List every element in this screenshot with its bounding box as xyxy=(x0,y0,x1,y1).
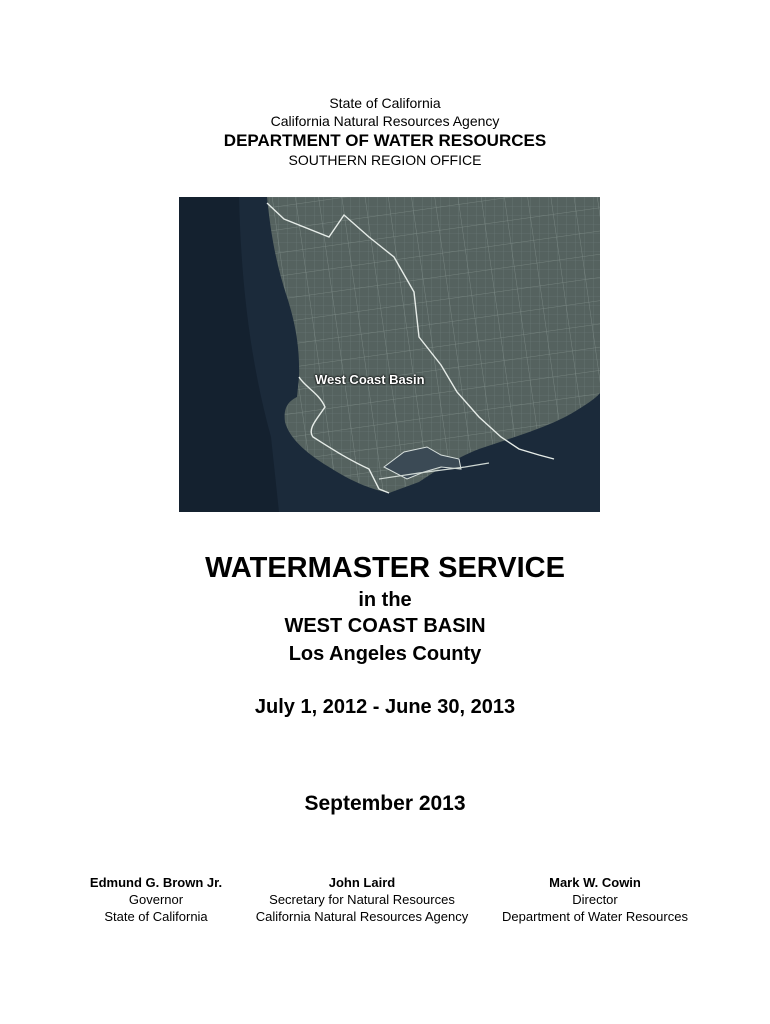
office-line: SOUTHERN REGION OFFICE xyxy=(288,152,482,168)
signatory-title: Director xyxy=(572,892,618,907)
state-line: State of California xyxy=(329,95,441,111)
agency-line: California Natural Resources Agency xyxy=(270,113,500,129)
header-block xyxy=(0,94,770,169)
report-period: July 1, 2012 - June 30, 2013 xyxy=(254,696,516,718)
signatory-org: California Natural Resources Agency xyxy=(255,909,469,924)
report-county: Los Angeles County xyxy=(288,643,482,665)
basin-aerial-map xyxy=(179,197,600,512)
signatory-name: Mark W. Cowin xyxy=(549,875,641,890)
signatory-title: Governor xyxy=(128,892,184,907)
report-basin: WEST COAST BASIN xyxy=(284,615,486,637)
signatory-name: Edmund G. Brown Jr. xyxy=(89,875,223,890)
report-in-the: in the xyxy=(358,589,412,611)
report-date: September 2013 xyxy=(304,792,466,815)
signatory-org: Department of Water Resources xyxy=(502,909,688,924)
report-title: WATERMASTER SERVICE xyxy=(205,552,565,584)
department-line: DEPARTMENT OF WATER RESOURCES xyxy=(223,131,547,150)
signatory-director xyxy=(490,874,700,925)
signatory-secretary xyxy=(242,874,482,925)
signatory-org: State of California xyxy=(104,909,208,924)
signatory-governor xyxy=(68,874,244,925)
basin-label: West Coast Basin xyxy=(315,372,425,387)
signatory-name: John Laird xyxy=(328,875,396,890)
aerial-image xyxy=(179,197,600,512)
signatory-title: Secretary for Natural Resources xyxy=(269,892,455,907)
